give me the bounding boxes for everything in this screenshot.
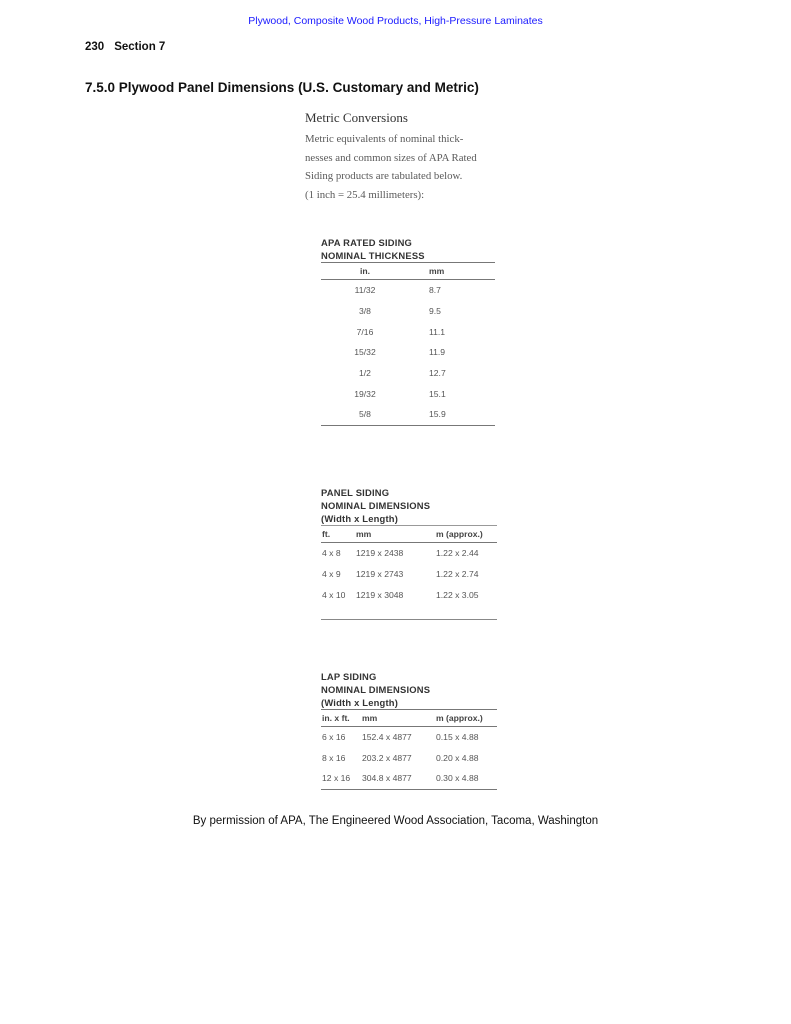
column-header: mm: [362, 710, 436, 727]
table-cell: 0.15 x 4.88: [436, 732, 479, 743]
column-header: m (approx.): [436, 710, 497, 727]
table-cell: 4 x 8: [322, 548, 341, 559]
table-title: NOMINAL DIMENSIONS: [321, 684, 431, 695]
table-cell: 1.22 x 2.74: [436, 569, 479, 580]
running-header-link[interactable]: Plywood, Composite Wood Products, High-Pressure Laminates: [248, 15, 543, 27]
table-cell: 11.1: [429, 326, 446, 337]
table-header-row: [321, 710, 497, 727]
table-row: [321, 564, 497, 585]
table-cell: 15.1: [429, 388, 446, 399]
table-cell: 1/2: [359, 368, 371, 379]
table-row: [321, 748, 497, 769]
table-row: [321, 363, 495, 384]
table-cell: 1219 x 2438: [356, 548, 404, 559]
metric-conversions-title: Metric Conversions: [305, 110, 408, 125]
page-number: 230: [85, 41, 105, 53]
table-cell: 12.7: [429, 368, 446, 379]
table-row: [321, 585, 497, 606]
figure-caption: By permission of APA, The Engineered Wood Association, Tacoma, Washington: [192, 815, 599, 827]
section-label: Section 7: [114, 41, 166, 53]
panel-siding-table: [321, 486, 497, 620]
table-cell: 304.8 x 4877: [362, 773, 412, 784]
table-row: [321, 280, 495, 301]
column-header: mm: [356, 526, 436, 543]
table-cell: 15/32: [354, 347, 376, 358]
table-cell: 3/8: [359, 306, 371, 317]
siding-thickness-table: [321, 236, 495, 426]
table-row: [321, 768, 497, 789]
table-row: [321, 383, 495, 404]
table-cell: 6 x 16: [322, 732, 346, 743]
table-cell: 4 x 9: [322, 569, 341, 580]
table-cell: 152.4 x 4877: [362, 732, 412, 743]
table-title: NOMINAL DIMENSIONS: [321, 500, 431, 511]
table-cell: 7/16: [356, 326, 374, 337]
lap-siding-table: [321, 670, 497, 790]
table-cell: 0.30 x 4.88: [436, 773, 479, 784]
table-cell: 4 x 10: [322, 589, 346, 600]
column-header: m (approx.): [436, 526, 497, 543]
table-cell: 1219 x 2743: [356, 569, 404, 580]
table-title: (Width x Length): [321, 513, 399, 524]
table-title: NOMINAL THICKNESS: [321, 250, 425, 261]
table-cell: 5/8: [359, 409, 371, 420]
table-cell: 15.9: [429, 409, 446, 420]
column-header: in. x ft.: [321, 710, 362, 727]
table-cell: 19/32: [354, 388, 376, 399]
table-cell: 11/32: [354, 285, 376, 296]
page-label: [85, 41, 165, 53]
table-title: (Width x Length): [321, 697, 399, 708]
metric-conversions-line: Metric equivalents of nominal thick-: [305, 133, 464, 145]
table-cell: 9.5: [429, 306, 441, 317]
table-cell: 203.2 x 4877: [362, 752, 412, 763]
table-row: [321, 342, 495, 363]
table-row: [321, 543, 497, 564]
metric-conversions-line: Siding products are tabulated below.: [305, 170, 463, 182]
table-row: [321, 727, 497, 748]
table-cell: 1.22 x 2.44: [436, 548, 479, 559]
table-row: [321, 301, 495, 322]
table-row: [321, 404, 495, 425]
table-row: [321, 321, 495, 342]
table-cell: 12 x 16: [322, 773, 351, 784]
table-header-row: [321, 526, 497, 543]
column-header: in.: [321, 263, 409, 280]
table-title: PANEL SIDING: [321, 487, 390, 498]
metric-conversions-block: [305, 110, 520, 204]
table-cell: 1219 x 3048: [356, 589, 404, 600]
table-cell: 8 x 16: [322, 752, 346, 763]
section-title: 7.5.0 Plywood Panel Dimensions (U.S. Customary and Metric): [85, 80, 479, 95]
table-cell: 0.20 x 4.88: [436, 752, 479, 763]
metric-conversions-line: nesses and common sizes of APA Rated: [305, 151, 477, 164]
table-cell: 1.22 x 3.05: [436, 589, 479, 600]
table-cell: 8.7: [429, 285, 441, 296]
column-header: ft.: [321, 526, 356, 543]
table-title: APA RATED SIDING: [321, 237, 413, 248]
table-spacer-row: [321, 605, 497, 620]
table-cell: 11.9: [429, 347, 446, 358]
table-header-row: [321, 263, 495, 280]
metric-conversions-line: (1 inch = 25.4 millimeters):: [305, 188, 425, 201]
column-header: mm: [409, 263, 495, 280]
table-title: LAP SIDING: [321, 671, 377, 682]
